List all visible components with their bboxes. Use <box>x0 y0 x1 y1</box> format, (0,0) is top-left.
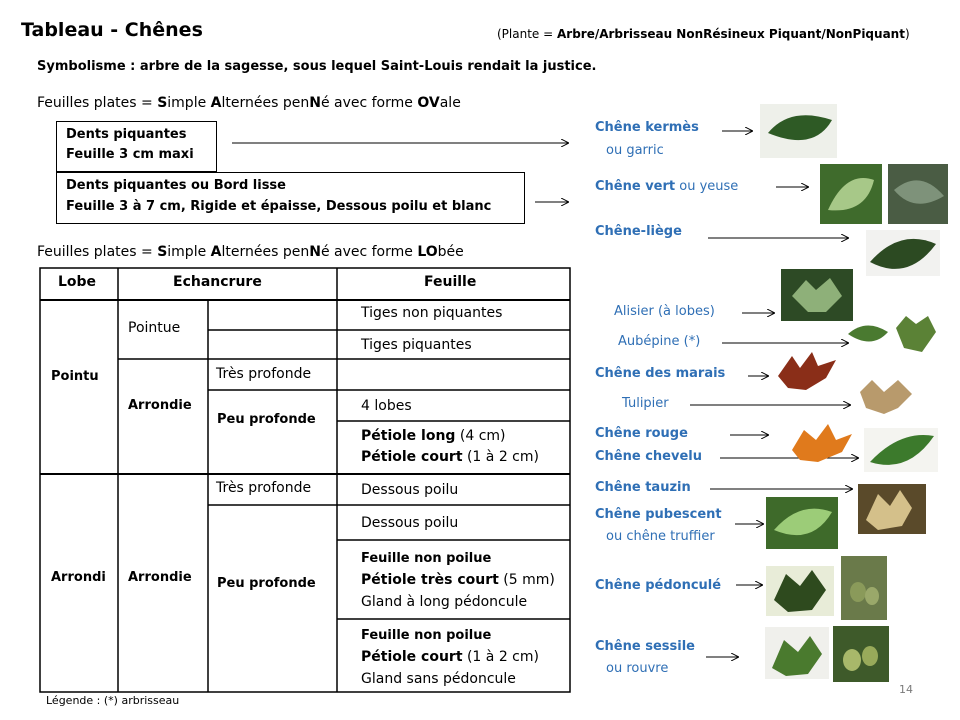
leaf-photo-aubepine-1 <box>848 325 888 341</box>
feuille-gland-sans: Gland sans pédoncule <box>361 671 516 687</box>
leaf-photo-pubescent <box>766 497 838 549</box>
echancrure-arrondie: Arrondie <box>128 398 192 413</box>
h2-part: S <box>157 244 168 260</box>
species-pubescent-alt: ou chêne truffier <box>606 529 715 544</box>
leaf-photo-vert-2 <box>888 164 948 224</box>
leaf-photo-vert-1 <box>820 164 882 224</box>
leaf-photo-liege <box>866 230 940 276</box>
species-alisier: Alisier (à lobes) <box>614 304 715 319</box>
feuille-non-poilue: Feuille non poilue <box>361 551 492 566</box>
species-sessile: Chêne sessile <box>595 639 695 654</box>
h2-part: LO <box>417 244 438 260</box>
h1-part: imple <box>167 95 211 111</box>
sub-tres-profonde: Très profonde <box>216 366 312 382</box>
feuille-tiges-piquantes: Tiges piquantes <box>361 337 472 353</box>
species-pedoncule: Chêne pédonculé <box>595 578 722 593</box>
species-pubescent: Chêne pubescent <box>595 507 722 522</box>
leaf-photo-kermes <box>760 104 837 158</box>
leaf-photo-aubepine-2 <box>896 316 936 352</box>
species-rouge: Chêne rouge <box>595 426 688 441</box>
plante-prefix: (Plante = <box>497 27 557 41</box>
feuille-non-poilue-2: Feuille non poilue <box>361 628 492 643</box>
feuille-normal: (1 à 2 cm) <box>462 449 539 465</box>
h1-part: Feuilles plates = <box>37 95 158 111</box>
species-liege: Chêne-liège <box>595 224 682 239</box>
h2-part: bée <box>437 244 464 260</box>
sub-tres-profonde-2: Très profonde <box>216 480 312 496</box>
h1-part: N <box>309 95 321 111</box>
echancrure-arrondie-2: Arrondie <box>128 570 192 585</box>
h2-part: lternées pen <box>221 244 310 260</box>
species-tulipier: Tulipier <box>622 396 669 411</box>
species-vert-alt: ou yeuse <box>675 179 739 194</box>
leaf-photo-chevelu <box>864 428 938 472</box>
h1-part: é avec forme <box>320 95 418 111</box>
criteria-line: Feuille 3 à 7 cm, Rigide et épaisse, Dessous poilu et blanc <box>66 199 492 214</box>
leaf-photo-pedoncule-1 <box>766 566 834 616</box>
h2-part: Feuilles plates = <box>37 244 158 260</box>
plante-categories: Arbre/Arbrisseau NonRésineux Piquant/NonPiquant <box>556 27 905 41</box>
feuille-dessous-poilu: Dessous poilu <box>361 482 459 498</box>
criteria-line: Feuille 3 cm maxi <box>66 147 194 162</box>
species-vert-name: Chêne vert <box>595 179 676 194</box>
feuille-normal: (5 mm) <box>498 572 555 588</box>
h1-part: S <box>157 95 168 111</box>
leaf-photo-tauzin <box>858 484 926 534</box>
h1-part: ale <box>439 95 461 111</box>
feuille-dessous-poilu-2: Dessous poilu <box>361 515 459 531</box>
species-aubepine: Aubépine (*) <box>618 334 701 349</box>
leaf-photo-sessile-1 <box>765 627 829 679</box>
legende: Légende : (*) arbrisseau <box>46 694 180 707</box>
sub-peu-profonde-2: Peu profonde <box>217 576 316 591</box>
feuille-tiges-non-piquantes: Tiges non piquantes <box>361 305 503 321</box>
page-number: 14 <box>899 683 913 696</box>
h2-part: N <box>309 244 321 260</box>
col-header-lobe: Lobe <box>58 274 97 290</box>
lobe-pointu: Pointu <box>51 369 99 384</box>
col-header-feuille: Feuille <box>424 274 477 290</box>
leaf-photo-rouge <box>792 424 852 462</box>
species-sessile-alt: ou rouvre <box>606 661 669 676</box>
page-title: Tableau - Chênes <box>21 19 203 41</box>
plante-suffix: ) <box>904 27 910 41</box>
h2-part: A <box>210 244 222 260</box>
species-kermes-alt: ou garric <box>606 143 664 158</box>
species-marais: Chêne des marais <box>595 366 726 381</box>
feuille-bold: Pétiole long <box>361 428 456 444</box>
sub-peu-profonde: Peu profonde <box>217 412 316 427</box>
lobe-arrondi: Arrondi <box>51 570 106 585</box>
leaf-photo-pedoncule-2 <box>841 556 887 620</box>
leaf-photo-marais <box>778 352 836 390</box>
criteria-line: Dents piquantes <box>66 127 187 142</box>
leaf-photo-alisier <box>781 269 853 321</box>
feuille-bold: Pétiole court <box>361 449 463 465</box>
feuille-bold: Pétiole court <box>361 649 463 665</box>
feuille-normal: (4 cm) <box>455 428 506 444</box>
h2-part: imple <box>167 244 211 260</box>
h1-part: OV <box>417 95 440 111</box>
feuille-gland-long: Gland à long pédoncule <box>361 594 528 610</box>
h2-part: é avec forme <box>320 244 418 260</box>
h1-part: A <box>210 95 222 111</box>
species-tauzin: Chêne tauzin <box>595 480 691 495</box>
species-kermes: Chêne kermès <box>595 120 699 135</box>
leaf-photo-sessile-2 <box>833 626 889 682</box>
species-chevelu: Chêne chevelu <box>595 449 702 464</box>
criteria-line: Dents piquantes ou Bord lisse <box>66 178 286 193</box>
feuille-bold: Pétiole très court <box>361 572 499 588</box>
col-header-echancrure: Echancrure <box>173 274 262 290</box>
leaf-photo-tulipier <box>860 380 912 414</box>
h1-part: lternées pen <box>221 95 310 111</box>
echancrure-pointue: Pointue <box>128 320 181 336</box>
feuille-normal: (1 à 2 cm) <box>462 649 539 665</box>
feuille-4-lobes: 4 lobes <box>361 398 412 414</box>
symbolisme: Symbolisme : arbre de la sagesse, sous lequel Saint-Louis rendait la justice. <box>37 59 597 74</box>
